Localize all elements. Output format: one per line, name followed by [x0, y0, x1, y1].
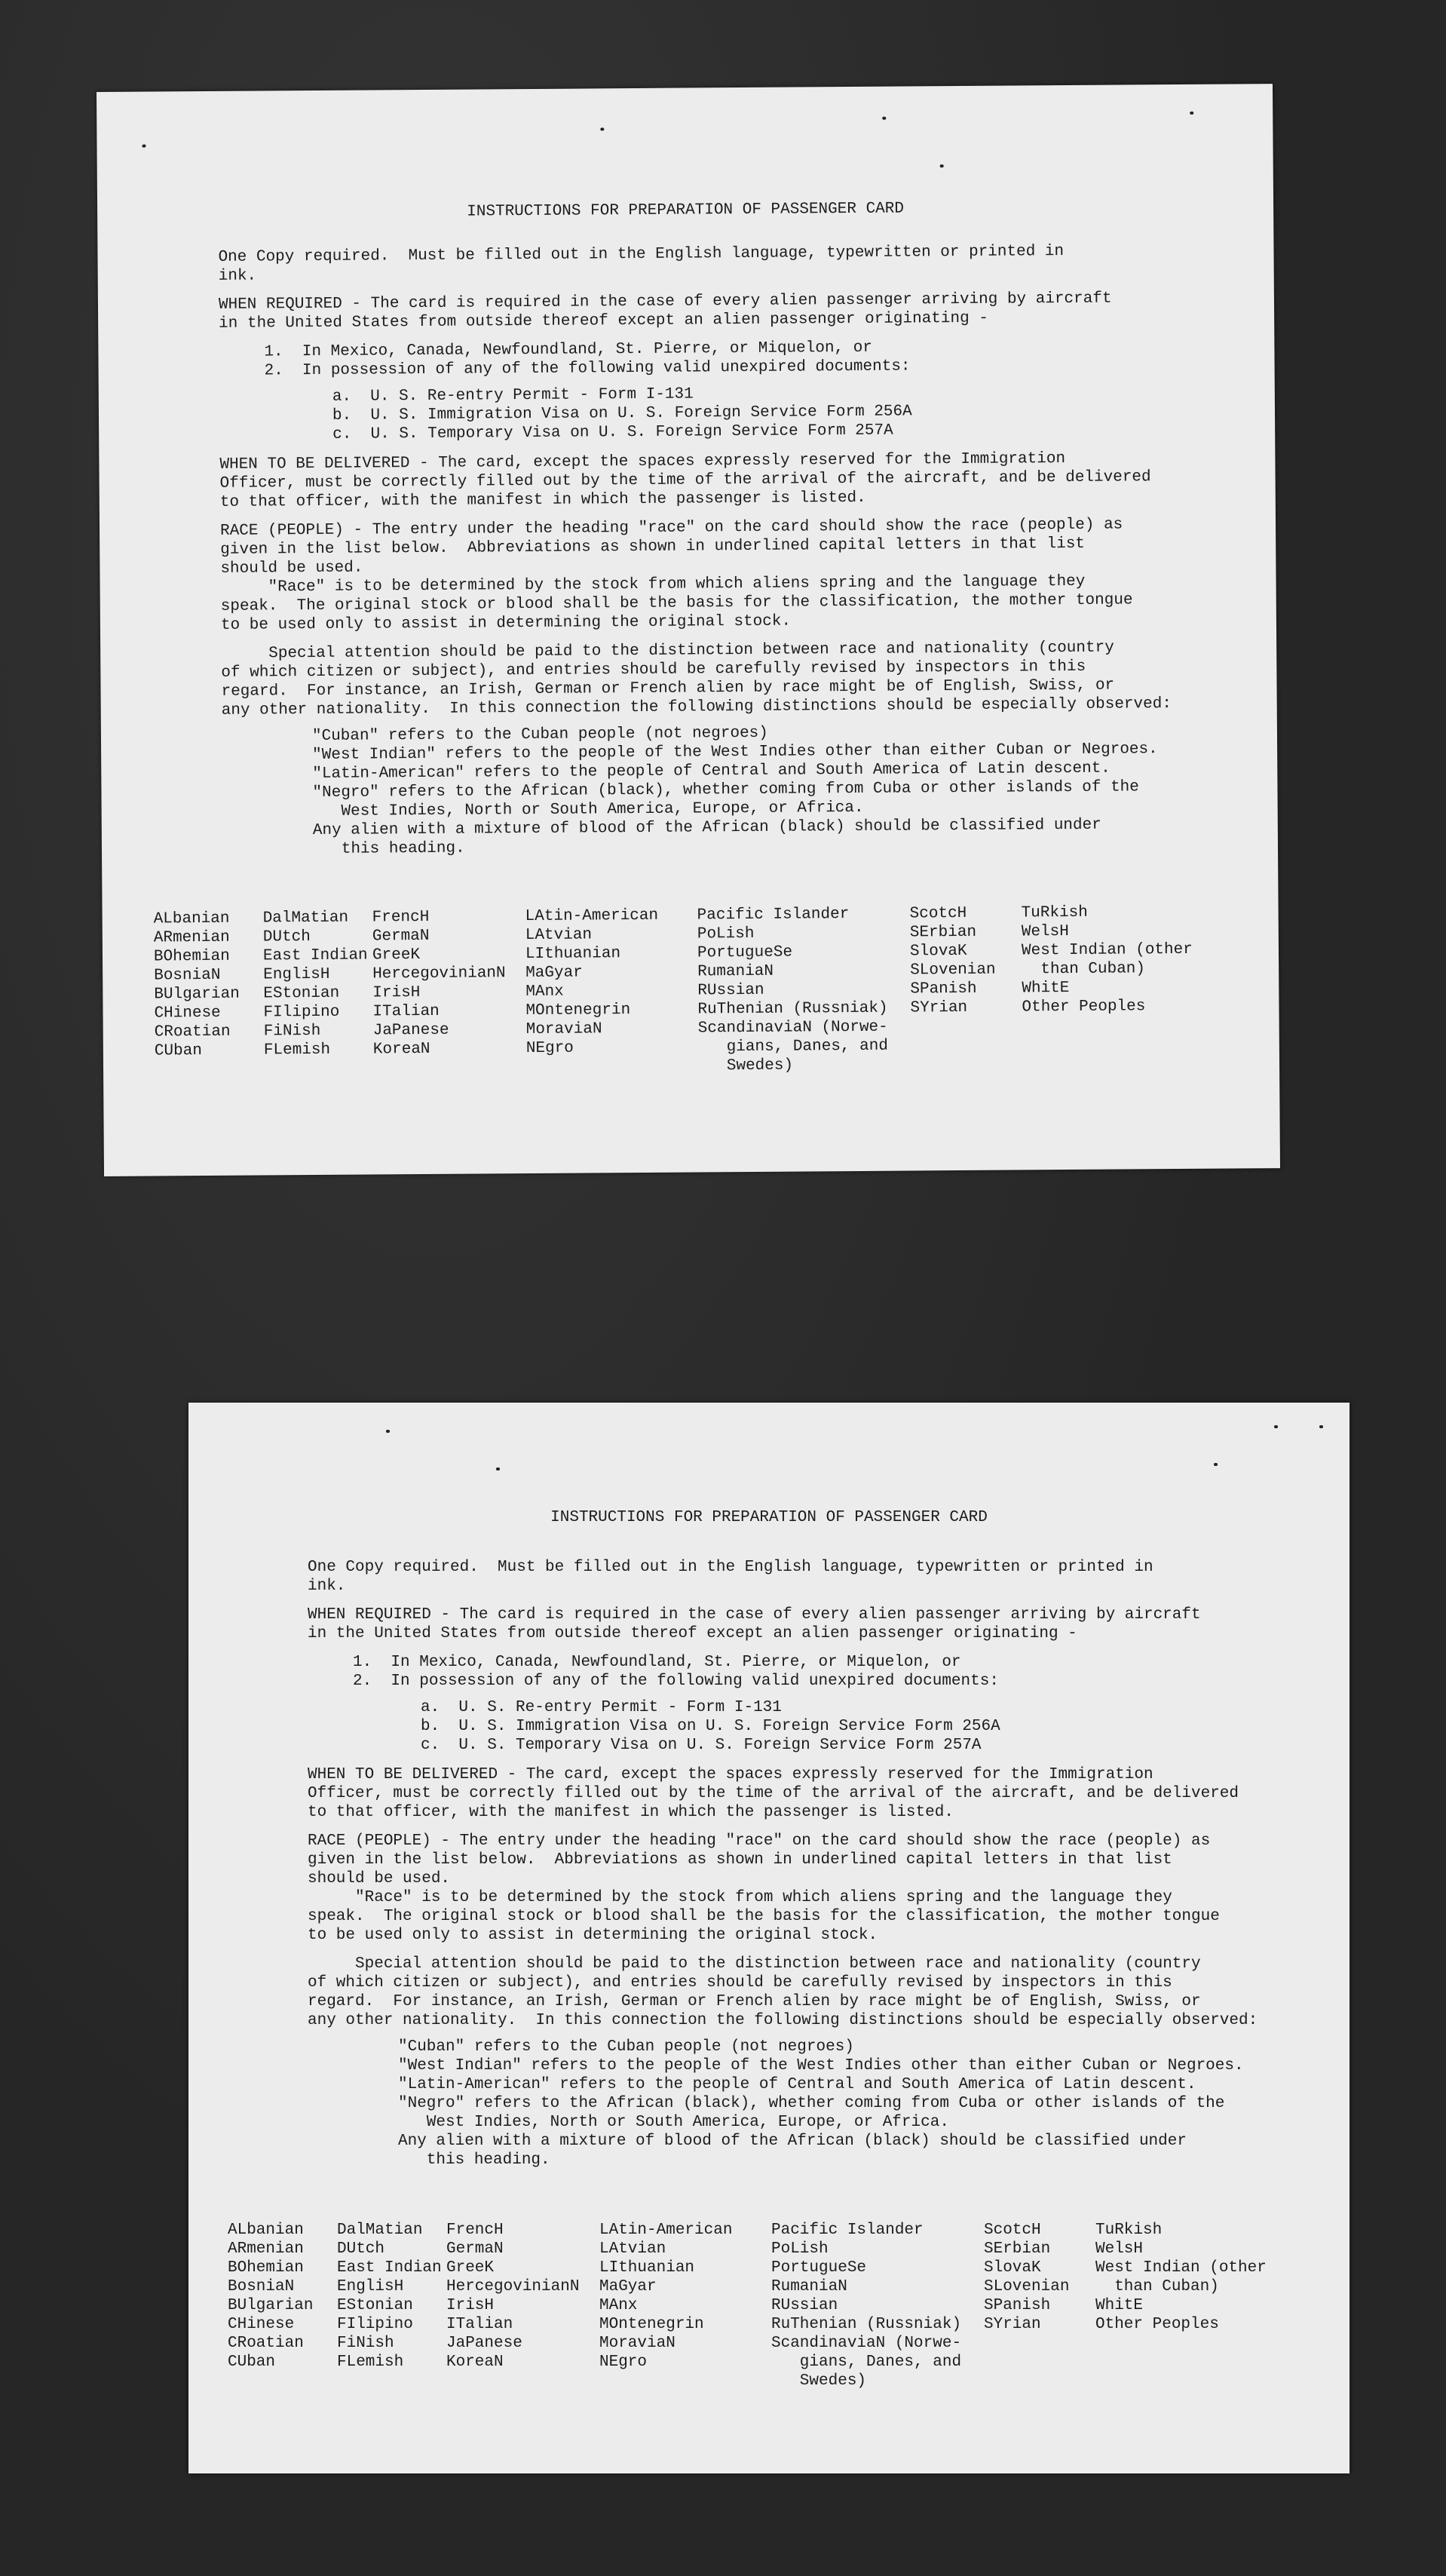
race-entry: FrencH	[372, 908, 430, 927]
race-entry: ITalian	[446, 2316, 513, 2333]
race-column	[771, 2221, 984, 2390]
race-entry: DalMatian	[262, 909, 349, 928]
race-entry: ScandinaviaN (Norwe-	[697, 1018, 888, 1038]
race-entry: WelsH	[1021, 923, 1069, 941]
definitions-block	[222, 720, 1263, 860]
race-entry: JaPanese	[372, 1021, 449, 1040]
race-entry: KoreaN	[372, 1040, 430, 1059]
race-entry: CHinese	[228, 2316, 295, 2333]
race-entry: MAnx	[525, 983, 564, 1001]
race-entry: FrencH	[446, 2222, 504, 2239]
race-entry: SErbian	[909, 923, 977, 942]
race-entry: TuRkish	[1021, 903, 1088, 922]
race-entry: BosniaN	[228, 2278, 295, 2295]
race-entry: JaPanese	[446, 2335, 522, 2352]
race-entry: Other Peoples	[1095, 2316, 1219, 2333]
race-entry: Pacific Islander	[697, 906, 850, 925]
race-entry: BUlgarian	[228, 2297, 314, 2314]
race-entry: PortugueSe	[771, 2259, 867, 2277]
race-entry: FIlipino	[263, 1003, 340, 1022]
ink-speck	[1319, 1425, 1323, 1428]
race-entry: PortugueSe	[697, 943, 793, 962]
when-required-paragraph: WHEN REQUIRED - The card is required in the case of every alien passenger arriving by aircraft in the United States from outside thereof except an alien passenger originating -	[218, 290, 1112, 333]
race-entry: WhitE	[1095, 2297, 1144, 2314]
race-entry: FiNish	[263, 1022, 321, 1041]
race-column	[910, 903, 1023, 1074]
race-column	[525, 906, 699, 1077]
race-entry: MaGyar	[599, 2278, 657, 2295]
race-entry: FIlipino	[337, 2316, 413, 2333]
lettered-item: b. U. S. Immigration Visa on U. S. Foreign Service Form 256A	[421, 1718, 1000, 1735]
when-required-paragraph: WHEN REQUIRED - The card is required in the case of every alien passenger arriving by aircraft in the United States from outside thereof except an alien passenger originating -	[308, 1606, 1201, 1642]
race-column	[697, 904, 911, 1075]
race-entry: SLovenian	[984, 2278, 1070, 2295]
race-entry: HercegovinianN	[446, 2278, 580, 2295]
when-delivered-paragraph: WHEN TO BE DELIVERED - The card, except the spaces expressly reserved for the Immigration Officer, must be correctly filled out by the time of the arrival of the aircraft, and be delivered to that officer, with the manifest in which the passenger is listed.	[219, 450, 1151, 511]
race-entry: SErbian	[984, 2240, 1051, 2258]
numbered-item: 2. In possession of any of the following valid unexpired documents:	[264, 357, 911, 380]
race-entry: EStonian	[263, 984, 340, 1003]
special-attention-paragraph: Special attention should be paid to the distinction between race and nationality (country of which citizen or subject), and entries should be carefully revised by inspectors in this regard. For instance, an Irish, German or French alien by race might be of English, Swiss, or any other nationality. In this connection the following distinctions should be especially observed:	[308, 1955, 1258, 2029]
race-entry: LAtvian	[525, 926, 593, 945]
card-title: INSTRUCTIONS FOR PREPARATION OF PASSENGER CARD	[550, 1509, 988, 1526]
race-column	[984, 2221, 1095, 2390]
race-list	[228, 2221, 1291, 2390]
race-entry: BOhemian	[153, 947, 230, 966]
definition-line: "Cuban" refers to the Cuban people (not negroes)	[311, 724, 768, 746]
race-stock-paragraph: "Race" is to be determined by the stock from which aliens spring and the language they speak. The original stock or blood shall be the basis for the classification, the mother tongue to be used only to assist in determining the original stock.	[308, 1889, 1220, 1944]
instruction-card-top	[97, 84, 1280, 1176]
race-entry: East Indian	[337, 2259, 442, 2277]
race-entry: SlovaK	[984, 2259, 1041, 2277]
race-entry: Other Peoples	[1022, 998, 1146, 1017]
race-entry: Swedes)	[771, 2372, 867, 2390]
race-entry: ARmenian	[228, 2240, 304, 2258]
race-entry: WhitE	[1022, 980, 1070, 998]
race-entry: MaGyar	[525, 964, 583, 983]
race-entry: Swedes)	[697, 1056, 794, 1075]
race-entry: CHinese	[154, 1004, 221, 1023]
ink-speck	[1214, 1463, 1218, 1466]
race-entry: IrisH	[372, 984, 421, 1002]
race-entry: HercegovinianN	[372, 964, 506, 983]
lettered-list	[308, 1698, 1340, 1755]
card-body	[218, 241, 1263, 864]
race-entry: GermaN	[446, 2240, 504, 2258]
definition-line: "Latin-American" refers to the people of Central and South America of Latin descent.	[312, 759, 1111, 784]
race-entry: MoraviaN	[525, 1020, 602, 1039]
definition-line: "Negro" refers to the African (black), whether coming from Cuba or other islands of the	[398, 2095, 1225, 2112]
definition-line: "Cuban" refers to the Cuban people (not negroes)	[398, 2038, 854, 2056]
definition-line: "West Indian" refers to the people of the West Indies other than either Cuban or Negroes.	[312, 741, 1158, 765]
race-entry: ScotcH	[984, 2222, 1041, 2239]
race-entry: CUban	[228, 2354, 276, 2371]
race-entry: MAnx	[599, 2297, 638, 2314]
race-entry: EnglisH	[263, 965, 330, 984]
definition-line: this heading.	[312, 839, 465, 859]
race-entry: LAtvian	[599, 2240, 666, 2258]
race-entry: gians, Danes, and	[771, 2354, 962, 2371]
race-column	[337, 2221, 446, 2390]
race-entry: ALbanian	[153, 909, 230, 928]
race-entry: SYrian	[910, 998, 968, 1017]
race-people-paragraph: RACE (PEOPLE) - The entry under the heading "race" on the card should show the race (people) as given in the list below. Abbreviations as shown in underlined capital letters in that list should be used.	[219, 516, 1123, 578]
definition-line: Any alien with a mixture of blood of the African (black) should be classified under	[312, 816, 1101, 840]
race-entry: SYrian	[984, 2316, 1041, 2333]
definitions-block	[308, 2038, 1340, 2170]
race-entry: DalMatian	[337, 2222, 423, 2239]
race-column	[372, 907, 527, 1078]
race-entry: GreeK	[372, 946, 421, 964]
numbered-item: 2. In possession of any of the following valid unexpired documents:	[353, 1673, 999, 1690]
race-column	[263, 908, 374, 1078]
race-entry: PoLish	[697, 925, 755, 943]
intro-paragraph: One Copy required. Must be filled out in the English language, typewritten or printed in ink.	[218, 243, 1065, 285]
numbered-list	[219, 336, 1259, 381]
race-column	[228, 2221, 337, 2390]
lettered-list	[219, 381, 1260, 445]
race-entry: West Indian (other	[1021, 940, 1193, 960]
race-entry: BUlgarian	[154, 985, 240, 1004]
card-body	[308, 1558, 1340, 2174]
lettered-item: a. U. S. Re-entry Permit - Form I-131	[332, 385, 694, 406]
intro-paragraph: One Copy required. Must be filled out in the English language, typewritten or printed in ink.	[308, 1559, 1153, 1595]
race-entry: ITalian	[372, 1002, 440, 1021]
ink-speck	[142, 145, 146, 148]
race-entry: TuRkish	[1095, 2222, 1163, 2239]
race-entry: IrisH	[446, 2297, 495, 2314]
race-entry: DUtch	[262, 928, 311, 946]
race-entry: RumaniaN	[697, 962, 774, 981]
race-entry: FLemish	[263, 1041, 331, 1060]
race-entry: than Cuban)	[1022, 960, 1146, 979]
ink-speck	[1190, 112, 1193, 115]
race-entry: ScotcH	[909, 904, 967, 923]
race-entry: BOhemian	[228, 2259, 304, 2277]
numbered-list	[308, 1653, 1340, 1691]
race-entry: SLovenian	[910, 961, 996, 980]
definition-line: this heading.	[398, 2151, 550, 2169]
race-entry: SPanish	[984, 2297, 1051, 2314]
race-column	[599, 2221, 771, 2390]
race-entry: West Indian (other	[1095, 2259, 1267, 2277]
race-entry: NEgro	[525, 1039, 574, 1058]
race-entry: SlovaK	[909, 942, 967, 961]
race-entry: KoreaN	[446, 2354, 504, 2371]
race-entry: MoraviaN	[599, 2335, 676, 2352]
race-entry: PoLish	[771, 2240, 829, 2258]
race-list	[154, 903, 1219, 1080]
race-entry: CRoatian	[228, 2335, 304, 2352]
ink-speck	[386, 1430, 390, 1433]
numbered-item: 1. In Mexico, Canada, Newfoundland, St. Pierre, or Miquelon, or	[264, 339, 873, 361]
race-entry: gians, Danes, and	[697, 1037, 888, 1056]
lettered-item: c. U. S. Temporary Visa on U. S. Foreign Service Form 257A	[332, 422, 893, 443]
race-entry: BosniaN	[154, 966, 221, 985]
race-entry: RuThenian (Russniak)	[771, 2316, 962, 2333]
ink-speck	[940, 164, 944, 167]
race-column	[1095, 2221, 1291, 2390]
race-entry: SPanish	[910, 980, 977, 998]
race-entry: NEgro	[599, 2354, 648, 2371]
race-entry: LIthuanian	[525, 945, 621, 964]
lettered-item: a. U. S. Re-entry Permit - Form I-131	[421, 1699, 782, 1716]
race-entry: MOntenegrin	[525, 1001, 631, 1020]
definition-line: "West Indian" refers to the people of the West Indies other than either Cuban or Negroes.	[398, 2057, 1244, 2075]
race-entry: Pacific Islander	[771, 2222, 924, 2239]
definition-line: West Indies, North or South America, Europe, or Africa.	[398, 2114, 949, 2131]
race-entry: DUtch	[337, 2240, 385, 2258]
when-delivered-paragraph: WHEN TO BE DELIVERED - The card, except the spaces expressly reserved for the Immigration Officer, must be correctly filled out by the time of the arrival of the aircraft, and be delivered to that officer, with the manifest in which the passenger is listed.	[308, 1766, 1239, 1821]
race-entry: FLemish	[337, 2354, 404, 2371]
definition-line: "Negro" refers to the African (black), whether coming from Cuba or other islands of the	[312, 778, 1139, 802]
ink-speck	[882, 117, 886, 120]
numbered-item: 1. In Mexico, Canada, Newfoundland, St. Pierre, or Miquelon, or	[353, 1654, 961, 1671]
race-entry: EnglisH	[337, 2278, 404, 2295]
race-entry: GermaN	[372, 927, 430, 946]
race-entry: CRoatian	[154, 1023, 231, 1041]
race-entry: EStonian	[337, 2297, 413, 2314]
definition-line: Any alien with a mixture of blood of the African (black) should be classified under	[398, 2133, 1187, 2150]
race-entry: RUssian	[771, 2297, 838, 2314]
ink-speck	[1274, 1425, 1278, 1428]
ink-speck	[496, 1467, 500, 1470]
race-entry: WelsH	[1095, 2240, 1144, 2258]
race-entry: LAtin-American	[599, 2222, 733, 2239]
race-entry: RUssian	[697, 981, 764, 1000]
race-people-paragraph: RACE (PEOPLE) - The entry under the heading "race" on the card should show the race (people) as given in the list below. Abbreviations as shown in underlined capital letters in that list should be used.	[308, 1832, 1211, 1888]
race-entry: LIthuanian	[599, 2259, 695, 2277]
race-column	[154, 909, 265, 1079]
race-column	[1022, 903, 1219, 1074]
special-attention-paragraph: Special attention should be paid to the distinction between race and nationality (country of which citizen or subject), and entries should be carefully revised by inspectors in this regard. For instance, an Irish, German or French alien by race might be of English, Swiss, or any other nationality. In this connection the following distinctions should be especially observed:	[221, 639, 1172, 719]
card-title: INSTRUCTIONS FOR PREPARATION OF PASSENGER CARD	[467, 200, 905, 221]
race-entry: LAtin-American	[525, 906, 659, 926]
race-entry: ALbanian	[228, 2222, 304, 2239]
race-entry: ARmenian	[153, 928, 230, 947]
race-entry: RumaniaN	[771, 2278, 847, 2295]
race-entry: CUban	[154, 1042, 202, 1060]
race-entry: than Cuban)	[1095, 2278, 1219, 2295]
lettered-item: b. U. S. Immigration Visa on U. S. Foreign Service Form 256A	[332, 403, 912, 425]
race-entry: GreeK	[446, 2259, 495, 2277]
race-entry: FiNish	[337, 2335, 394, 2352]
race-column	[446, 2221, 599, 2390]
definition-line: "Latin-American" refers to the people of Central and South America of Latin descent.	[398, 2076, 1196, 2093]
definition-line: West Indies, North or South America, Europe, or Africa.	[312, 799, 864, 821]
race-entry: RuThenian (Russniak)	[697, 999, 888, 1019]
race-entry: East Indian	[262, 946, 368, 965]
race-entry: ScandinaviaN (Norwe-	[771, 2335, 962, 2352]
ink-speck	[600, 127, 604, 130]
instruction-card-bottom	[188, 1403, 1349, 2473]
race-stock-paragraph: "Race" is to be determined by the stock from which aliens spring and the language they speak. The original stock or blood shall be the basis for the classification, the mother tongue to be used only to assist in determining the original stock.	[220, 572, 1133, 634]
lettered-item: c. U. S. Temporary Visa on U. S. Foreign Service Form 257A	[421, 1737, 982, 1754]
race-entry: MOntenegrin	[599, 2316, 704, 2333]
